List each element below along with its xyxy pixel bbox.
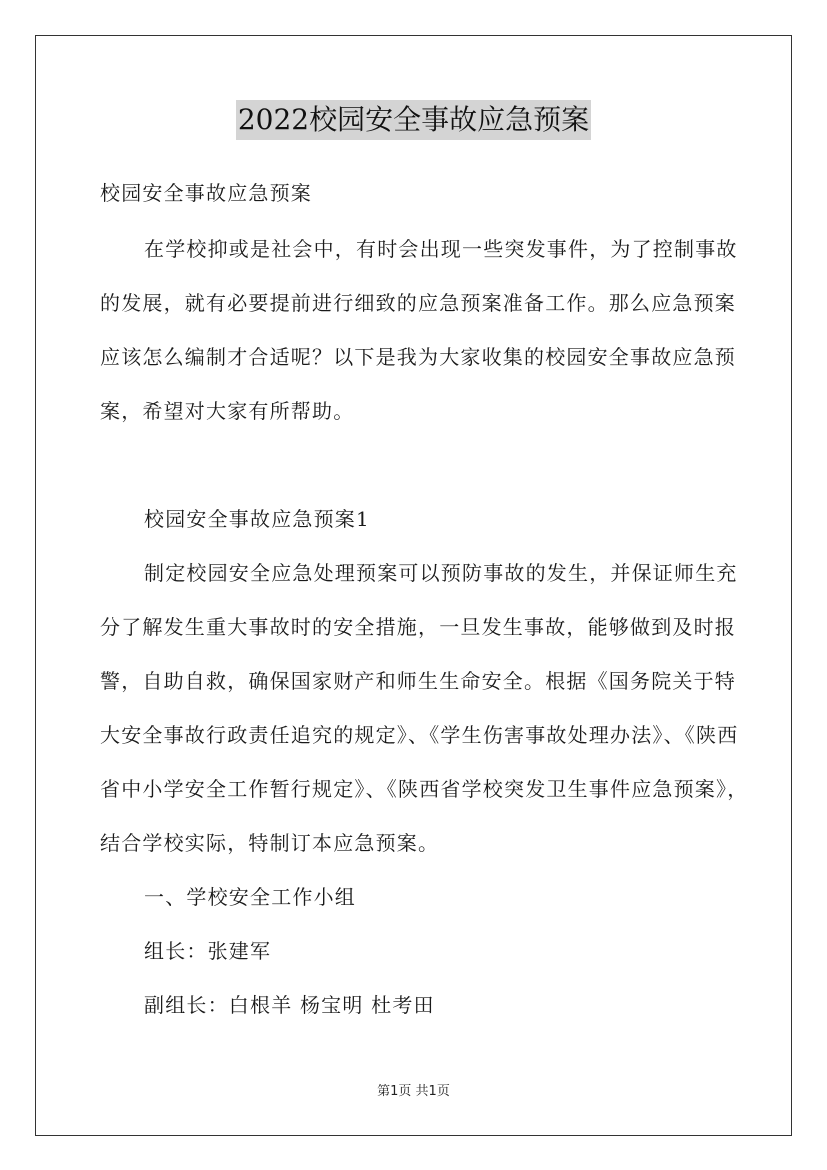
intro-line: 的发展，就有必要提前进行细致的应急预案准备工作。那么应急预案 bbox=[100, 291, 736, 315]
body-line: 结合学校实际，特制订本应急预案。 bbox=[100, 831, 440, 855]
page-footer bbox=[0, 1084, 827, 1100]
deputy-leaders-line: 副组长：白根羊 杨宝明 杜考田 bbox=[144, 993, 435, 1017]
intro-line: 案，希望对大家有所帮助。 bbox=[100, 399, 355, 423]
body-line: 大安全事故行政责任追究的规定》、《学生伤害事故处理办法》、《陕西 bbox=[100, 723, 739, 747]
body-line: 分了解发生重大事故时的安全措施，一旦发生事故，能够做到及时报 bbox=[100, 615, 736, 639]
section-title: 校园安全事故应急预案1 bbox=[144, 507, 370, 531]
body-line: 警，自助自救，确保国家财产和师生生命安全。根据《国务院关于特 bbox=[100, 669, 736, 693]
leader-line: 组长：张建军 bbox=[144, 939, 272, 963]
title-container bbox=[0, 100, 827, 140]
intro-line: 应该怎么编制才合适呢？以下是我为大家收集的校园安全事故应急预 bbox=[100, 345, 736, 369]
body-line: 省中小学安全工作暂行规定》、《陕西省学校突发卫生事件应急预案》， bbox=[100, 777, 749, 801]
document-title: 2022校园安全事故应急预案 bbox=[236, 100, 591, 140]
page-number: 第1页 共1页 bbox=[377, 1084, 450, 1099]
body-line: 制定校园安全应急处理预案可以预防事故的发生，并保证师生充 bbox=[144, 561, 738, 585]
section-heading: 一、学校安全工作小组 bbox=[144, 885, 356, 909]
intro-line: 在学校抑或是社会中，有时会出现一些突发事件，为了控制事故 bbox=[144, 237, 738, 261]
document-subtitle: 校园安全事故应急预案 bbox=[100, 181, 312, 205]
